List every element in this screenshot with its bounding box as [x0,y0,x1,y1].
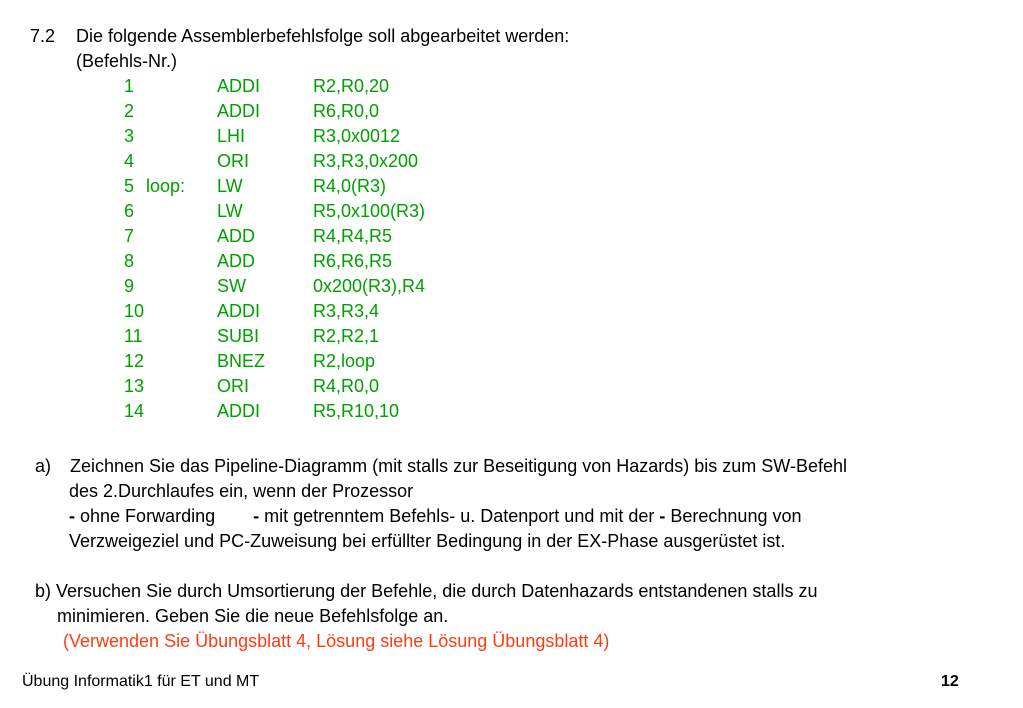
part-a-line-1: Zeichnen Sie das Pipeline-Diagramm (mit stalls zur Beseitigung von Hazards) bis zum SW-Befehl [70,456,847,476]
option-dash: - [69,506,75,526]
instruction-operands: R5,0x100(R3) [313,201,426,221]
instruction-operands: R4,R0,0 [313,376,380,396]
task-number: 7.2 [30,26,56,46]
instruction-opcode: SUBI [217,326,260,346]
instruction-number: 9 [124,276,135,296]
option-dash: - [253,506,260,526]
instruction-number: 3 [124,126,135,146]
option-branch-calc: Berechnung von [670,506,802,526]
instruction-opcode: ORI [217,376,250,396]
instruction-opcode: ADDI [217,101,261,121]
instruction-opcode: ADD [217,226,256,246]
instruction-opcode: LHI [217,126,246,146]
instruction-opcode: SW [217,276,246,296]
instruction-operands: R3,R3,0x200 [313,151,419,171]
option-dash: - [659,506,666,526]
instruction-number: 4 [124,151,135,171]
instruction-number: 13 [124,376,145,396]
part-a-options-line [69,504,802,529]
instruction-opcode: LW [217,201,243,221]
instruction-operands: R4,0(R3) [313,176,387,196]
instruction-operands: R2,R0,20 [313,76,390,96]
part-b-line-2: minimieren. Geben Sie die neue Befehlsfolge an. [57,606,449,626]
instruction-operands: R4,R4,R5 [313,226,393,246]
instruction-operands: R6,R0,0 [313,101,380,121]
instruction-opcode: ORI [217,151,250,171]
instruction-operands: R2,R2,1 [313,326,380,346]
instruction-operands: R6,R6,R5 [313,251,393,271]
part-b-line-1: b) Versuchen Sie durch Umsortierung der Befehle, die durch Datenhazards entstandenen stalls zu [35,581,818,601]
option-separate-ports: mit getrenntem Befehls- u. Datenport und mit der [264,506,655,526]
instruction-opcode: BNEZ [217,351,266,371]
instruction-opcode: ADDI [217,301,261,321]
option-no-forwarding: ohne Forwarding [80,506,216,526]
instruction-opcode: ADD [217,251,256,271]
part-b-hint: (Verwenden Sie Übungsblatt 4, Lösung siehe Lösung Übungsblatt 4) [63,631,610,651]
instruction-number: 1 [124,76,135,96]
part-a-line-4: Verzweigeziel und PC-Zuweisung bei erfüllter Bedingung in der EX-Phase ausgerüstet ist. [69,531,786,551]
part-a-line-2: des 2.Durchlaufes ein, wenn der Prozessor [69,481,414,501]
instruction-number: 7 [124,226,135,246]
instruction-number: 14 [124,401,145,421]
instruction-number: 2 [124,101,135,121]
instruction-opcode: ADDI [217,401,261,421]
part-a-marker: a) [35,456,52,476]
task-heading: Die folgende Assemblerbefehlsfolge soll abgearbeitet werden: [76,26,570,46]
task-subheading: (Befehls-Nr.) [76,51,178,71]
instruction-operands: R3,0x0012 [313,126,401,146]
instruction-opcode: ADDI [217,76,261,96]
instruction-opcode: LW [217,176,243,196]
instruction-number: 11 [124,326,143,346]
footer-course: Übung Informatik1 für ET und MT [22,673,260,690]
instruction-number: 8 [124,251,135,271]
instruction-operands: R3,R3,4 [313,301,380,321]
instruction-number: 10 [124,301,145,321]
instruction-operands: 0x200(R3),R4 [313,276,426,296]
instruction-number: 12 [124,351,145,371]
instruction-operands: R2,loop [313,351,376,371]
instruction-label: loop: [146,176,186,196]
instruction-number: 6 [124,201,135,221]
page-number: 12 [941,673,959,690]
instruction-number: 5 [124,176,135,196]
instruction-operands: R5,R10,10 [313,401,400,421]
